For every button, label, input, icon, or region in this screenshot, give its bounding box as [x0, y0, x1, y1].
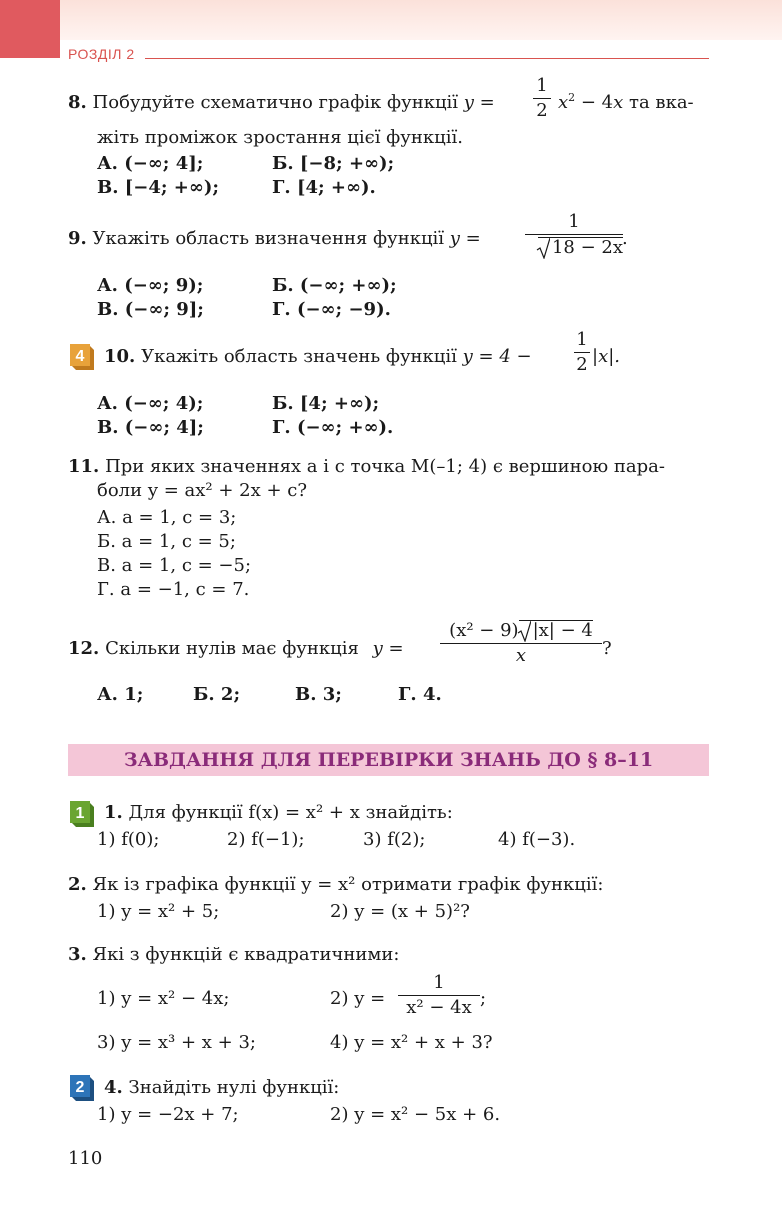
q8-option-d: Г. [4; +∞). — [272, 177, 376, 198]
q10-y-eq: y = 4 − — [462, 346, 532, 367]
t2-line — [68, 874, 603, 896]
q9-option-a: А. (−∞; 9); — [97, 275, 204, 296]
t3-frac-bar — [398, 995, 480, 996]
t1-text: Для функції f(x) = x² + x знайдіть: — [128, 802, 453, 823]
q9-frac-num: 1 — [568, 211, 580, 232]
t3-frac-num: 1 — [433, 972, 445, 993]
q8-x2: x — [613, 92, 624, 113]
t1-line — [104, 802, 453, 824]
sqrt-icon — [517, 620, 531, 642]
q12-option-a: А. 1; — [97, 684, 144, 705]
t4-option-2: 2) y = x² − 5x + 6. — [330, 1104, 501, 1125]
q10-frac-num: 1 — [576, 329, 588, 350]
q9-line — [68, 228, 481, 250]
q9-option-b: Б. (−∞; +∞); — [272, 275, 397, 296]
q11-option-d: Г. a = −1, c = 7. — [97, 579, 250, 600]
q9-period: . — [622, 228, 628, 249]
q9-radicand: 18 − 2x — [551, 237, 623, 258]
q10-frac-den: 2 — [576, 354, 588, 375]
q8-x: x — [558, 92, 569, 113]
q12-frac-bar — [440, 643, 602, 644]
q12-radicand: |x| − 4 — [532, 620, 593, 641]
q8-minus: − 4 — [575, 92, 614, 113]
t2-option-1: 1) y = x² + 5; — [97, 901, 220, 922]
svg-text:4: 4 — [75, 348, 85, 365]
q9-fraction — [525, 212, 623, 258]
t1-option-3: 3) f(2); — [363, 829, 426, 850]
q9-option-c: В. (−∞; 9]; — [97, 299, 204, 320]
q12-y-eq: y = — [372, 638, 404, 659]
t1-option-4: 4) f(−3). — [498, 829, 576, 850]
t3-option-4: 4) y = x² + x + 3? — [330, 1032, 493, 1053]
t2-number: 2. — [68, 874, 87, 895]
t3-number: 3. — [68, 944, 87, 965]
q8-frac-bar — [533, 98, 551, 99]
t3-option-2-end: ; — [480, 988, 487, 1009]
q11-option-b: Б. a = 1, c = 5; — [97, 531, 236, 552]
chapter-tab — [0, 0, 60, 58]
page-number: 110 — [68, 1148, 103, 1169]
q12-line — [68, 638, 404, 660]
q12-qmark: ? — [602, 638, 612, 659]
svg-text:2: 2 — [75, 1079, 85, 1096]
t3-option-1: 1) y = x² − 4x; — [97, 988, 230, 1009]
level-2-badge-icon — [68, 1073, 92, 1099]
q8-formula-tail: $x^2 - 4x$ та вка- — [558, 91, 694, 113]
q8-option-a: А. (−∞; 4]; — [97, 153, 204, 174]
q8-line2: жіть проміжок зростання цієї функції. — [97, 127, 463, 148]
t4-line — [104, 1077, 339, 1099]
banner-title: ЗАВДАННЯ ДЛЯ ПЕРЕВІРКИ ЗНАНЬ ДО § 8–11 — [123, 749, 654, 771]
q8-text: Побудуйте схематично графік функції — [92, 92, 459, 113]
t3-option-2-pre: 2) y = — [330, 988, 386, 1009]
q12-text: Скільки нулів має функція — [105, 638, 359, 659]
q10-text: Укажіть область значень функції — [141, 346, 457, 367]
q12-num-pre: (x² − 9) — [449, 620, 519, 641]
q11-line1 — [68, 456, 665, 478]
t4-text: Знайдіть нулі функції: — [128, 1077, 340, 1098]
q11-option-a: А. a = 1, c = 3; — [97, 507, 237, 528]
q10-line — [104, 346, 532, 368]
level-1-badge-icon — [68, 799, 92, 825]
q8-y-eq: y = — [463, 92, 495, 113]
q9-number: 9. — [68, 228, 87, 249]
q12-frac-num — [440, 620, 602, 641]
q10-option-a: А. (−∞; 4); — [97, 393, 204, 414]
t2-text: Як із графіка функції y = x² отримати графік функції: — [92, 874, 604, 895]
q10-abs: |x|. — [592, 346, 621, 367]
section-rule — [145, 58, 709, 59]
q10-number: 10. — [104, 346, 136, 367]
q10-option-b: Б. [4; +∞); — [272, 393, 380, 414]
section-banner — [68, 744, 709, 776]
q8-option-b: Б. [−8; +∞); — [272, 153, 395, 174]
sqrt-icon — [536, 237, 550, 259]
q11-number: 11. — [68, 456, 100, 477]
t3-frac-den: x² − 4x — [406, 997, 472, 1018]
q10-option-d: Г. (−∞; +∞). — [272, 417, 394, 438]
section-label: РОЗДІЛ 2 — [68, 46, 135, 62]
q9-option-d: Г. (−∞; −9). — [272, 299, 391, 320]
q9-frac-den — [525, 237, 623, 258]
q11-text1: При яких значеннях a і c точка M(–1; 4) є вершиною пара- — [105, 456, 665, 477]
q8-frac-num: 1 — [536, 75, 548, 96]
svg-text:1: 1 — [75, 805, 85, 822]
q12-frac-den: x — [515, 645, 527, 666]
q8-line1 — [68, 92, 495, 114]
q8-tail-end: та вка- — [623, 92, 694, 113]
q9-y-eq: y = — [449, 228, 481, 249]
t2-option-2: 2) y = (x + 5)²? — [330, 901, 470, 922]
level-4-badge-icon — [68, 342, 92, 368]
t4-option-1: 1) y = −2x + 7; — [97, 1104, 239, 1125]
q12-fraction — [440, 620, 602, 666]
t1-option-2: 2) f(−1); — [227, 829, 305, 850]
t1-option-1: 1) f(0); — [97, 829, 160, 850]
q12-option-c: В. 3; — [295, 684, 342, 705]
t3-option-2-fraction — [398, 973, 480, 1018]
q8-frac-den: 2 — [536, 100, 548, 121]
t1-number: 1. — [104, 802, 123, 823]
q12-option-d: Г. 4. — [398, 684, 442, 705]
t3-option-3: 3) y = x³ + x + 3; — [97, 1032, 256, 1053]
q8-fraction — [533, 76, 551, 121]
header-band — [0, 0, 782, 40]
q12-option-b: Б. 2; — [193, 684, 241, 705]
t4-number: 4. — [104, 1077, 123, 1098]
q10-fraction — [574, 330, 590, 375]
q9-text: Укажіть область визначення функції — [92, 228, 445, 249]
q8-option-c: В. [−4; +∞); — [97, 177, 220, 198]
q12-number: 12. — [68, 638, 100, 659]
q9-frac-bar — [525, 234, 623, 235]
q10-frac-bar — [574, 352, 590, 353]
q11-line2: боли y = ax² + 2x + c? — [97, 480, 308, 501]
q11-option-c: В. a = 1, c = −5; — [97, 555, 252, 576]
t3-line — [68, 944, 399, 966]
q10-option-c: В. (−∞; 4]; — [97, 417, 204, 438]
t3-text: Які з функцій є квадратичними: — [92, 944, 400, 965]
q8-number: 8. — [68, 92, 87, 113]
